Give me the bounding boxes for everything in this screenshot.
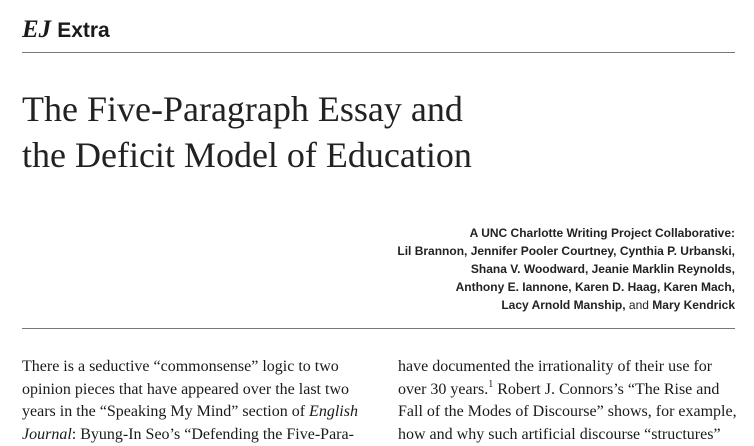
body-line: Fall of the Modes of Discourse” shows, for example, <box>398 401 738 424</box>
article-title <box>22 86 722 178</box>
body-line: opinion pieces that have appeared over the last two <box>22 379 362 402</box>
author-line-2: Lil Brannon, Jennifer Pooler Courtney, Cynthia P. Urbanski, <box>285 242 735 260</box>
author-line-4: Anthony E. Iannone, Karen D. Haag, Karen Mach, <box>285 278 735 296</box>
byline-divider <box>22 328 735 329</box>
title-line-1: The Five-Paragraph Essay and <box>22 86 722 132</box>
section-header <box>22 16 110 44</box>
title-line-2: the Deficit Model of Education <box>22 132 722 178</box>
body-text: Robert J. Connors’s “The Rise and <box>493 381 719 398</box>
body-line: have documented the irrationality of their use for <box>398 356 738 379</box>
author-last-b: Mary Kendrick <box>652 298 735 312</box>
body-line <box>398 379 738 402</box>
body-line: There is a seductive “commonsense” logic to two <box>22 356 362 379</box>
author-and: and <box>629 298 649 312</box>
author-last-a: Lacy Arnold Manship, <box>501 298 625 312</box>
journal-name-italic: Journal <box>22 426 72 443</box>
body-line <box>22 424 362 446</box>
journal-abbr: EJ <box>22 16 51 43</box>
journal-name-italic: English <box>309 403 358 420</box>
body-column-left <box>22 356 362 446</box>
section-label: Extra <box>57 19 110 42</box>
author-byline <box>285 224 735 314</box>
body-text: years in the “Speaking My Mind” section of <box>22 403 309 420</box>
author-line-1: A UNC Charlotte Writing Project Collaborative: <box>285 224 735 242</box>
author-line-3: Shana V. Woodward, Jeanie Marklin Reynolds, <box>285 260 735 278</box>
body-text: : Byung-In Seo’s “Defending the Five-Para- <box>72 426 354 443</box>
body-line <box>22 401 362 424</box>
body-column-right <box>398 356 738 446</box>
header-divider <box>22 52 735 53</box>
author-line-5 <box>285 296 735 314</box>
body-line: how and why such artificial discourse “structures” <box>398 424 738 446</box>
footnote-marker[interactable]: 1 <box>488 379 493 390</box>
body-text: over 30 years. <box>398 381 488 398</box>
